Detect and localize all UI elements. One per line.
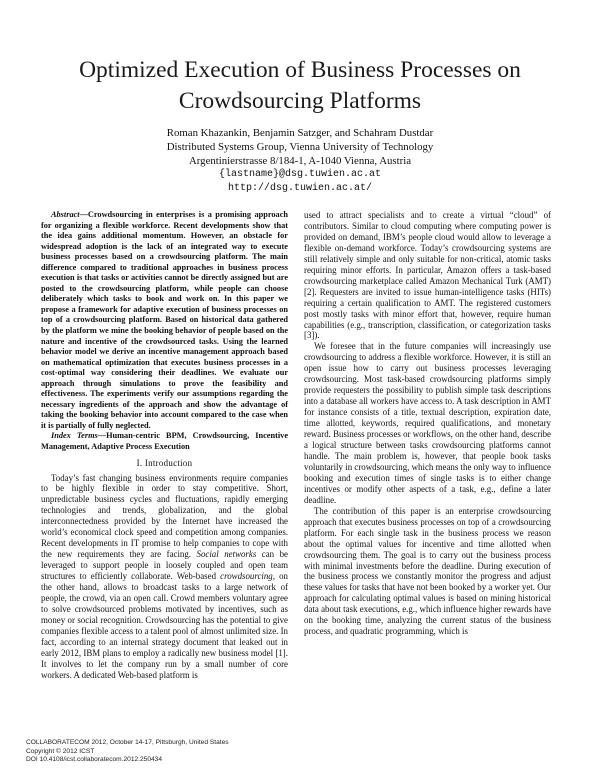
right-column [304, 210, 551, 637]
index-terms [41, 431, 288, 452]
intro-emphasis-social-networks: Social networks [196, 549, 257, 560]
footer-copyright: Copyright © 2012 ICST [26, 747, 95, 755]
abstract-label: Abstract [51, 210, 80, 219]
author-affiliation: Distributed Systems Group, Vienna University of Technology [166, 141, 434, 153]
right-paragraph-1: used to attract specialists and to create a virtual “cloud” of contributors. Similar to cloud computing where computing power is provided on demand, IBM’s people cloud would allow to leverage a flexible on-demand workforce. Today’s crowdsourcing systems are still relatively simple and only suitable for non-critical, atomic tasks requiring minor efforts. In particular, Amazon offers a task-based crowdsourcing marketplace called Amazon Mechanical Turk (AMT) [2]. Requesters are invited to issue human-intelligence tasks (HITs) requiring a certain qualification to AMT. The registered customers post mostly tasks with minor effort that, however, require human capabilities (e.g., transcription, classification, or categorization tasks [3]). [304, 210, 551, 341]
author-url: http://dsg.tuwien.ac.at/ [227, 183, 373, 194]
footer-doi: DOI 10.4108/icst.collaboratecom.2012.250434 [26, 756, 162, 764]
abstract-dash: — [79, 210, 88, 219]
abstract-text: Crowdsourcing in enterprises is a promising approach for organizing a flexible workforce. Recent developments show that the idea gains additional momentum. However, an obstacle for widespread adoption is the lack of an integrated way to execute business processes based on a crowdsourcing platform. The main difference compared to traditional approaches in business process execution is that tasks or activities cannot be directly assigned but are posted to the crowdsourcing platform, while people can choose deliberately which tasks to book and work on. In this paper we propose a framework for adaptive execution of business processes on top of a crowdsourcing platform. Based on historical data gathered by the platform we mine the booking behavior of people based on the nature and incentive of the crowdsourced tasks. Using the learned behavior model we derive an incentive management approach based on mathematical optimization that executes business processes in a cost-optimal way considering their deadlines. We evaluate our approach through simulations to prove the feasibility and effectiveness. The experiments verify our assumptions regarding the necessary ingredients of the approach and show the advantage of taking the booking behavior into account compared to the case when it is partially of fully neglected. [41, 210, 288, 430]
title-line-1: Optimized Execution of Business Processes on [79, 57, 521, 83]
intro-text-b: can be leveraged to support people in loosely coupled and open team structures to efficiently collaborate. Web-based [41, 549, 288, 582]
index-terms-text: Human-centric BPM, Crowdsourcing, Incentive Management, Adaptive Process Execution [41, 431, 289, 452]
abstract [41, 210, 288, 431]
author-address: Argentinierstrasse 8/184-1, A-1040 Vienna, Austria [188, 155, 412, 167]
index-terms-dash: — [97, 431, 107, 441]
paper-title [40, 55, 560, 117]
intro-paragraph-1 [41, 473, 288, 681]
intro-text-c: , on the other hand, allows to broadcast tasks to a large network of people, the crowd, via an open call. Crowd members voluntary agree to solve crowdsourced problems motivated by incentives, such as money or social recognition. Crowdsourcing has the potential to give companies flexible access to a talent pool of almost unlimited size. In fact, according to an internal strategy document that leaked out in early 2012, IBM plans to employ a radically new business model [1]. It involves to let the company run by a small number of core workers. A dedicated Web-based platform is [41, 571, 288, 680]
right-paragraph-3: The contribution of this paper is an enterprise crowdsourcing approach that executes business processes on top of a crowdsourcing platform. For each single task in the business process we reason about the optimal values for incentive and time allotted when crowdsourcing them. The goal is to carry out the business process with minimal investments before the deadline. During execution of the business process we constantly monitor the progress and adjust these values for tasks that have not been booked by a worker yet. Our approach for calculating optimal values is based on mining historical data about task executions, e.g., which influence higher rewards have on the booking time, analyzing the current status of the business process, and quadratic programming, which is [304, 505, 551, 637]
intro-text-a: Today’s fast changing business environments require companies to be highly flexible in order to stay competitive. Short, unpredictable business cycles and fluctuations, rapidly emerging technologies and trends, globalization, and the global interconnectedness provided by the Internet have increased the world’s economical clock speed and competition among companies. Recent developments in IT promise to help companies to cope with the new requirements they are facing. [41, 472, 288, 560]
section-heading-introduction: I. Introduction [136, 457, 193, 468]
intro-emphasis-crowdsourcing: crowdsourcing [220, 571, 273, 582]
author-block [60, 126, 540, 196]
author-email: {lastname}@dsg.tuwien.ac.at [218, 169, 382, 180]
footer-conference: COLLABORATECOM 2012, October 14-17, Pittsburgh, United States [26, 739, 229, 746]
title-line-2: Crowdsourcing Platforms [178, 88, 422, 114]
right-paragraph-2: We foresee that in the future companies will increasingly use crowdsourcing to address a flexible workforce. However, it is still an open issue how to carry out business processes leveraging crowdsourcing. Most task-based crowdsourcing platforms simply provide requesters the possibility to publish simple task descriptions into a database all workers have access to. A task description in AMT for instance consists of a title, textual description, expiration date, time allotted, keywords, required qualifications, and monetary reward. Business processes or workflows, on the other hand, describe a logical structure between tasks crowdsourcing platforms cannot handle. The main problem is, however, that people book tasks voluntarily in crowdsourcing, which means the only way to influence booking and execution times of single tasks is to either change incentives or modify other aspects of a task, e.g., define a later deadline. [304, 341, 551, 505]
author-names: Roman Khazankin, Benjamin Satzger, and Schahram Dustdar [166, 127, 434, 139]
page-footer [26, 739, 229, 765]
index-terms-label: Index Terms [51, 431, 98, 441]
left-column [41, 210, 288, 681]
